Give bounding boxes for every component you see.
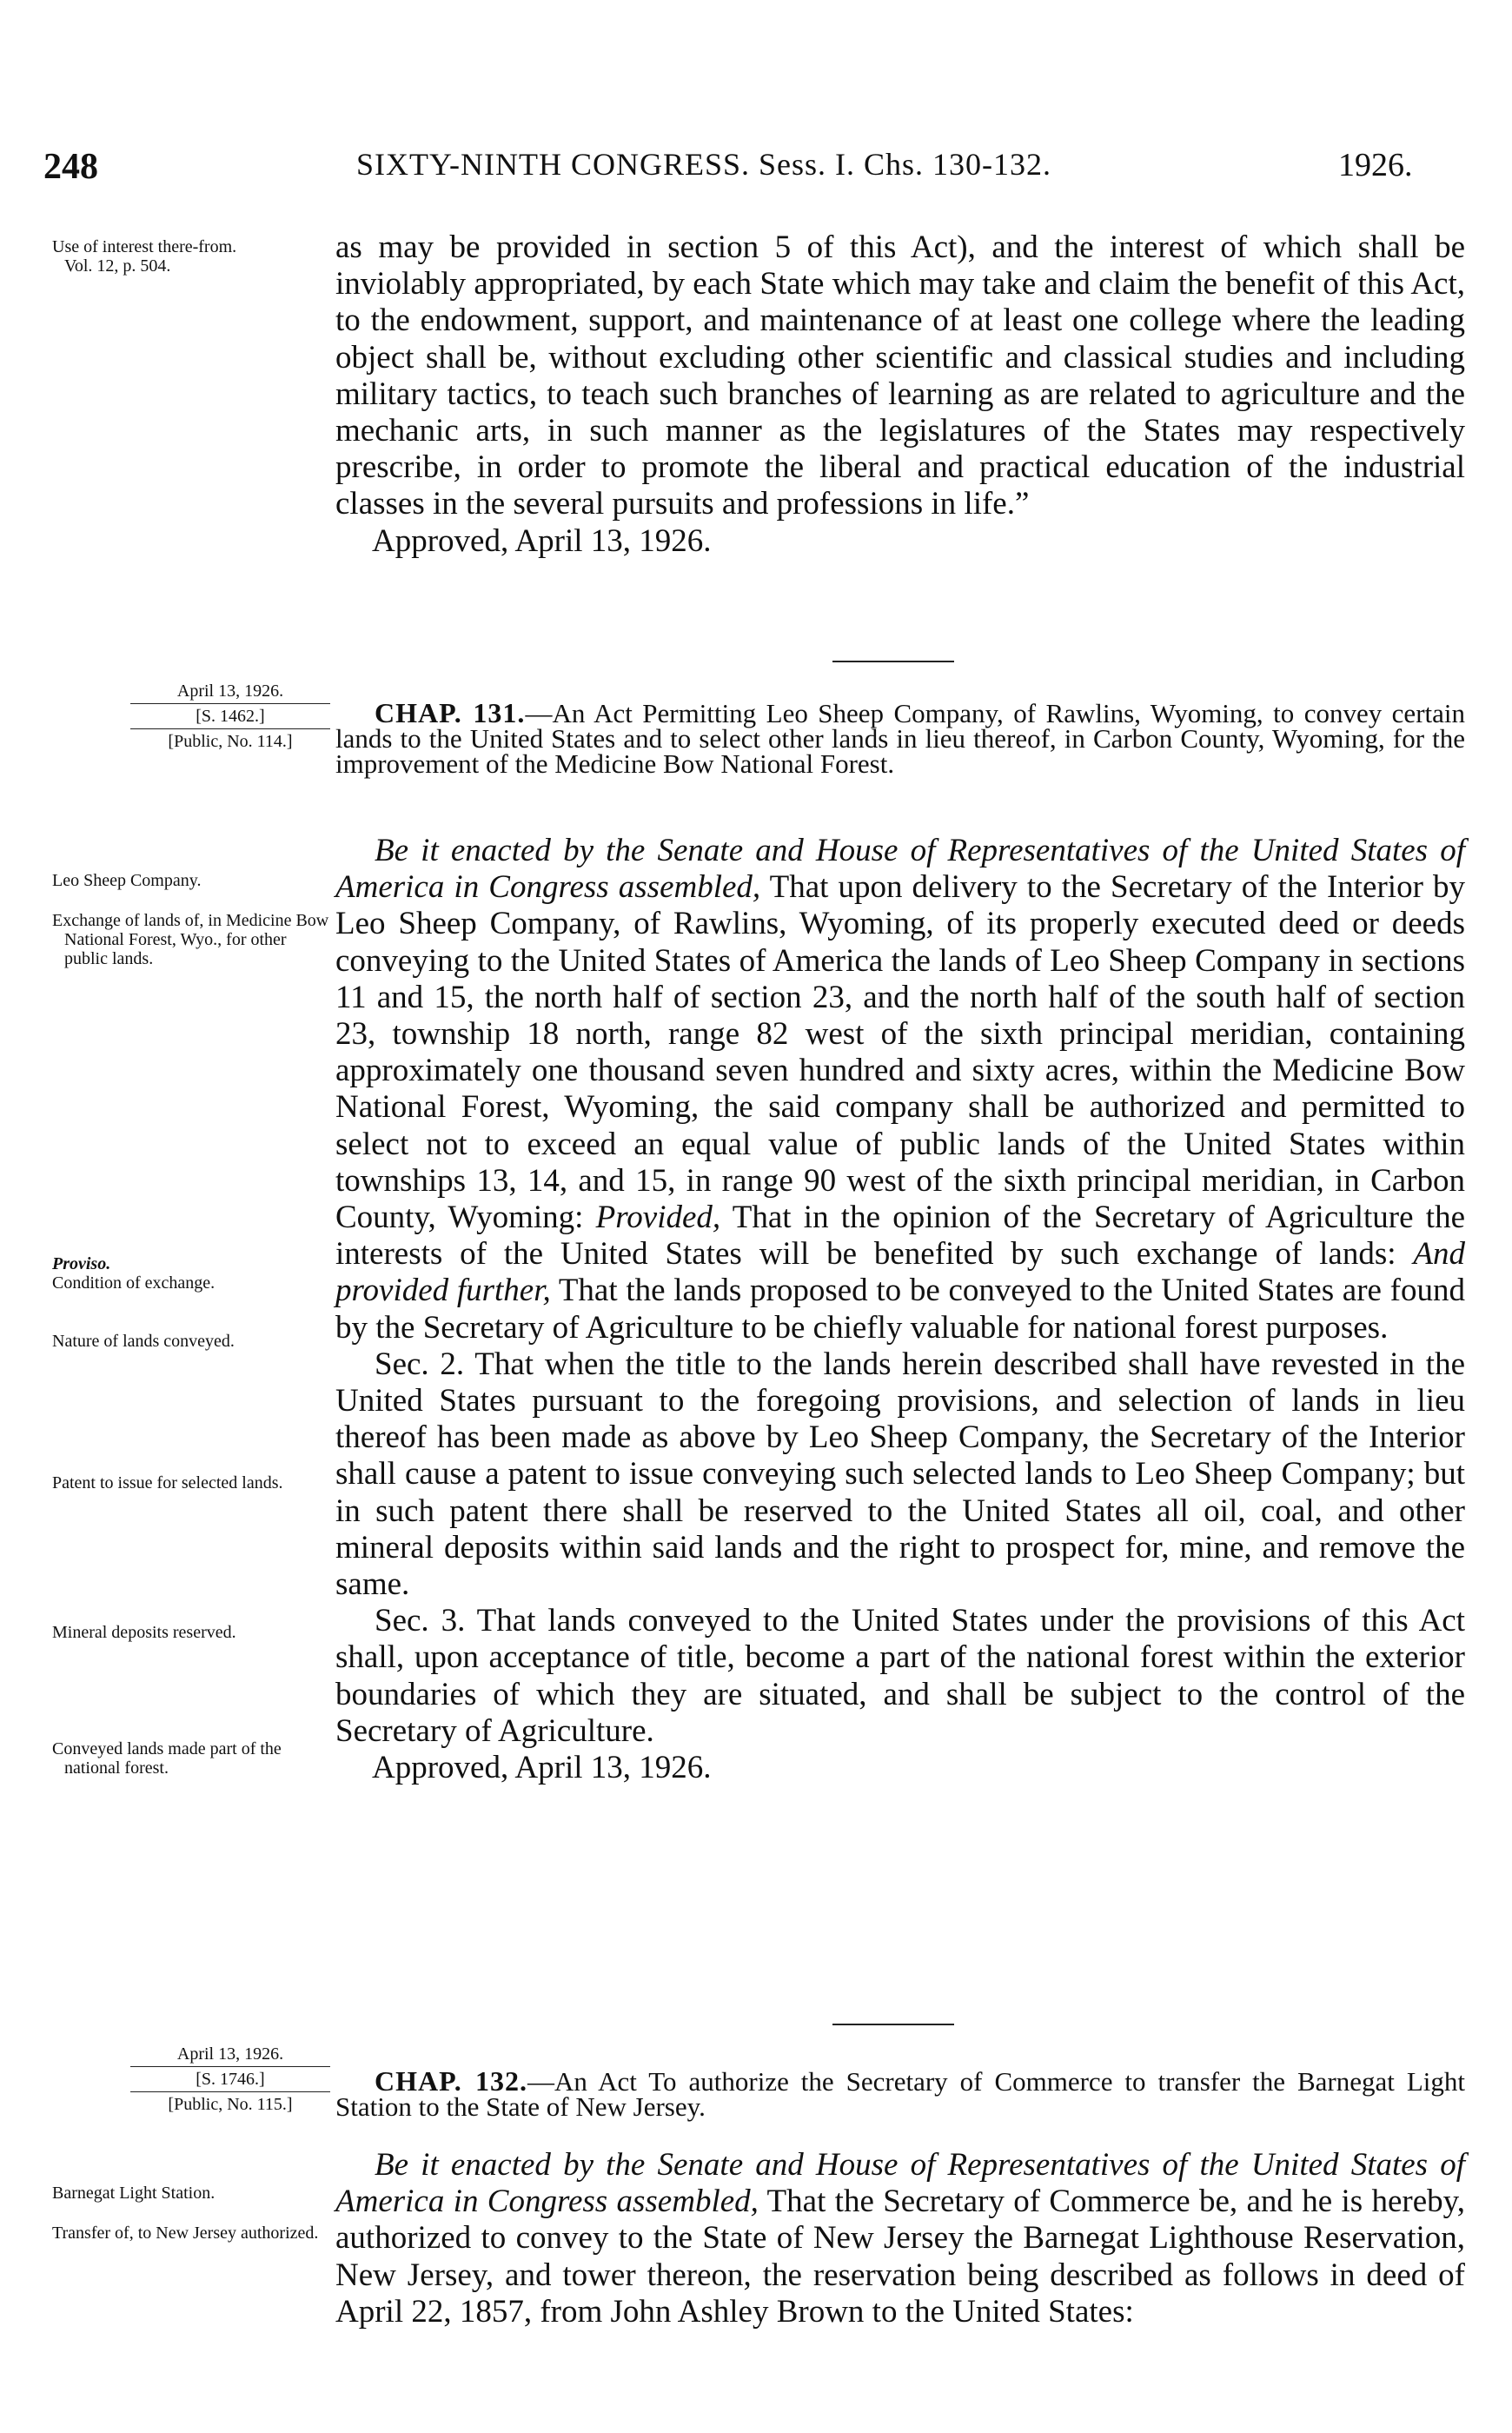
continued-paragraph: as may be provided in section 5 of this Act), and the interest of which shall be inviolably appropriated, by each State which may take and claim the benefit of this Act, to the endowment, support, and maintenance of at least one college where the leading object shall be, without excluding other scientific and classical studies and including military tactics, to teach such branches of learning as are related to agriculture and the mechanic arts, in such manner as the legislatures of the States may respectively prescribe, in order to promote the liberal and practical education of the industrial classes in the several pursuits and professions in life.” bbox=[335, 229, 1465, 522]
public-law-number: [Public, No. 114.] bbox=[168, 732, 293, 751]
chapter-132-body bbox=[335, 2147, 1465, 2330]
enacting-clause: Be it enacted by the Senate and House of Representatives of the United States of America in Congress assembled, bbox=[335, 2147, 1465, 2220]
continued-text bbox=[335, 229, 1465, 560]
proviso-clause: Provided, bbox=[595, 1200, 721, 1236]
bill-rule bbox=[130, 2091, 330, 2092]
chapter-title-text: —An Act Permitting Leo Sheep Company, of Rawlins, Wyoming, to convey certain lands to the United States and to select other lands in lieu thereof, in Carbon County, Wyoming, for the improvement of the Medicine Bow National Forest. bbox=[335, 698, 1465, 779]
approved-line: Approved, April 13, 1926. bbox=[372, 1750, 712, 1786]
chapter-title-text: —An Act To authorize the Secretary of Commerce to transfer the Barnegat Light Station to the State of New Jersey. bbox=[335, 2066, 1466, 2122]
margin-note-transfer: Transfer of, to New Jersey authorized. bbox=[52, 2224, 319, 2243]
section-3: Sec. 3. That lands conveyed to the United States under the provisions of this Act shall, upon acceptance of title, become a part of the national forest within the exterior boundaries of which they are situated, and shall be subject to the control of the Secretary of Agriculture. bbox=[335, 1603, 1465, 1749]
bill-info-132 bbox=[130, 2044, 330, 2115]
header-year: 1926. bbox=[1338, 147, 1413, 183]
chapter-label: CHAP. 132. bbox=[375, 2065, 527, 2097]
bill-info-131 bbox=[130, 681, 330, 752]
margin-note-citation: Vol. 12, p. 504. bbox=[64, 256, 171, 276]
section-1: Be it enacted by the Senate and House of Representatives of the United States of America in Congress assembled, That the Secretary of Commerce be, and he is hereby, authorized to convey to the State of New Jersey the Barnegat Lighthouse Reservation, New Jersey, and tower thereon, the reservation being described as follows in deed of April 22, 1857, from John Ashley Brown to the United States: bbox=[335, 2147, 1465, 2330]
margin-note-interest bbox=[52, 237, 330, 276]
margin-note-barnegat: Barnegat Light Station. bbox=[52, 2184, 216, 2203]
margin-note-nature: Nature of lands conveyed. bbox=[52, 1332, 235, 1351]
bill-date: April 13, 1926. bbox=[176, 681, 284, 701]
running-header bbox=[0, 146, 1512, 198]
proviso-clause: And provided further, bbox=[335, 1236, 1465, 1309]
enacting-clause: Be it enacted by the Senate and House of Representatives of the United States of America in Congress assembled, bbox=[335, 833, 1465, 906]
section-2: Sec. 2. That when the title to the lands herein described shall have revested in the United States pursuant to the foregoing provisions, and selection of lands in lieu thereof has been made as above by Leo Sheep Company, the Secretary of the Interior shall cause a patent to issue conveying such selected lands to Leo Sheep Company; but in such patent there shall be reserved to the United States all oil, coal, and other mineral deposits within said lands and the right to prospect for, mine, and remove the same. bbox=[335, 1346, 1465, 1603]
bill-number: [S. 1462.] bbox=[196, 707, 265, 726]
bill-rule bbox=[130, 2066, 330, 2067]
bill-date: April 13, 1926. bbox=[176, 2044, 284, 2064]
bill-number: [S. 1746.] bbox=[196, 2070, 265, 2089]
margin-note-proviso: Proviso. Condition of exchange. bbox=[52, 1254, 330, 1293]
section-1: Be it enacted by the Senate and House of Representatives of the United States of America in Congress assembled, That upon delivery to the Secretary of the Interior by Leo Sheep Company, of Rawlins, Wyoming, of its properly executed deed or deeds conveying to the United States of America the lands of Leo Sheep Company in sections 11 and 15, the north half of section 23, and the north half of the south half of section 23, township 18 north, range 82 west of the sixth principal meridian, containing approximately one thousand seven hundred and sixty acres, within the Medicine Bow National Forest, Wyoming, the said company shall be authorized and permitted to select not to exceed an equal value of public lands of the United States within townships 13, 14, and 15, in range 90 west of the sixth principal meridian, in Carbon County, Wyoming: Provided, That in the opinion of the Secretary of Agriculture the interests of the United States will be benefited by such exchange of lands: And provided further, That the lands proposed to be conveyed to the United States are found by the Secretary of Agriculture to be chiefly valuable for national forest purposes. bbox=[335, 833, 1465, 1346]
margin-note-condition: Condition of exchange. bbox=[52, 1273, 216, 1293]
margin-note-mineral: Mineral deposits reserved. bbox=[52, 1623, 236, 1642]
approved-line: Approved, April 13, 1926. bbox=[372, 522, 712, 559]
margin-note-patent: Patent to issue for selected lands. bbox=[52, 1473, 283, 1492]
section-label: Sec. 2. bbox=[375, 1346, 465, 1382]
section-separator bbox=[832, 2024, 954, 2025]
margin-note-text: Use of interest there-from. bbox=[52, 237, 237, 256]
section-separator bbox=[832, 661, 954, 662]
margin-note-conveyed: Conveyed lands made part of the national forest. bbox=[52, 1739, 282, 1778]
chapter-131-body bbox=[335, 833, 1465, 1786]
chapter-132-title bbox=[335, 2065, 1466, 2122]
public-law-number: [Public, No. 115.] bbox=[168, 2095, 293, 2114]
bill-rule bbox=[130, 728, 330, 729]
page-number: 248 bbox=[43, 147, 98, 187]
running-title: SIXTY-NINTH CONGRESS. Sess. I. Chs. 130-132. bbox=[356, 147, 1052, 182]
margin-note-leo-sheep: Leo Sheep Company. bbox=[52, 871, 202, 890]
section-label: Sec. 3. bbox=[375, 1603, 466, 1639]
chapter-131-title bbox=[335, 697, 1465, 779]
chapter-label: CHAP. 131. bbox=[375, 697, 526, 728]
bill-rule bbox=[130, 703, 330, 704]
margin-note-exchange: Exchange of lands of, in Medicine Bow National Forest, Wyo., for other public lands. bbox=[52, 911, 329, 968]
